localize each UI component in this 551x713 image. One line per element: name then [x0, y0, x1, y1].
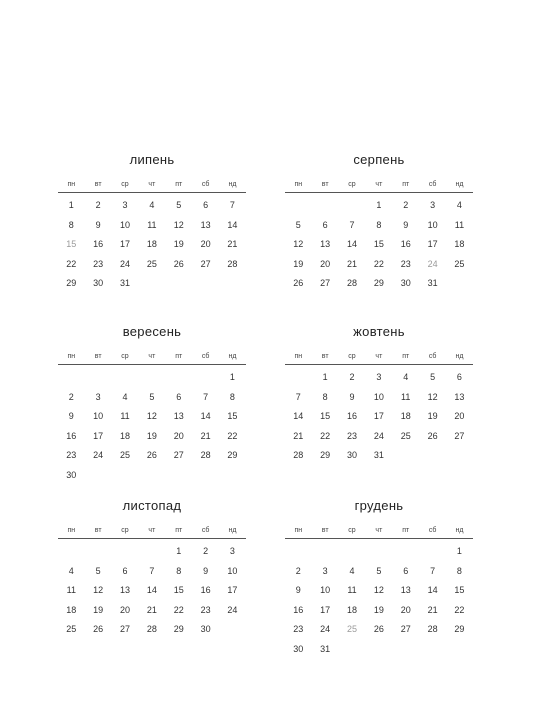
day-cell: 9: [403, 219, 409, 230]
weekday-label: пн: [294, 181, 303, 188]
day-cell: 10: [320, 585, 331, 595]
day-cell: 26: [373, 624, 384, 634]
day-cell: 7: [203, 391, 209, 402]
day-cell: 30: [346, 450, 357, 460]
day-cell: 21: [200, 430, 211, 441]
day-cell: 20: [200, 239, 211, 249]
day-cell: 29: [373, 278, 384, 288]
day-cell: 29: [454, 624, 465, 634]
day-cell: 12: [373, 585, 384, 595]
day-cell: 1: [229, 372, 235, 382]
day-cell: 11: [120, 411, 130, 421]
weekday-label: сб: [201, 527, 210, 534]
day-cell: 14: [146, 585, 157, 595]
day-cell: 29: [173, 624, 184, 634]
day-cell: 31: [119, 278, 130, 288]
day-cell: 4: [122, 391, 128, 402]
day-cell: 7: [149, 565, 155, 576]
month-title: листопад: [122, 498, 182, 513]
day-cell: 13: [119, 585, 130, 595]
weekday-label: нд: [455, 527, 464, 534]
day-cell: 1: [456, 546, 462, 556]
day-cell: 9: [203, 565, 209, 576]
day-cell: 15: [373, 239, 384, 249]
day-cell: 27: [173, 450, 184, 460]
day-cell: 21: [146, 604, 157, 615]
day-cell: 22: [320, 430, 331, 441]
weekday-label: нд: [228, 353, 237, 360]
day-cell: 28: [427, 624, 438, 634]
day-cell: 3: [376, 372, 382, 382]
weekday-label: пт: [402, 527, 410, 534]
day-cell: 22: [173, 604, 184, 615]
header-divider: [285, 538, 473, 539]
day-cell: 6: [176, 391, 182, 402]
day-cell: 10: [93, 411, 104, 421]
day-cell: 15: [227, 411, 238, 421]
day-cell: 25: [346, 624, 357, 634]
day-cell: 1: [176, 546, 182, 556]
day-cell: 8: [176, 565, 182, 576]
weekday-header: [58, 179, 246, 191]
day-cell: 15: [320, 411, 331, 421]
day-cell: 13: [400, 585, 411, 595]
day-cell: 26: [146, 450, 157, 460]
weekday-header: [285, 351, 473, 363]
day-cell: 12: [146, 411, 157, 421]
weekday-label: пн: [67, 353, 76, 360]
weekday-label: чт: [375, 353, 383, 360]
day-cell: 7: [349, 219, 355, 230]
day-cell: 27: [200, 258, 211, 269]
day-cell: 6: [122, 565, 128, 576]
day-cell: 16: [93, 239, 104, 249]
day-cell: 2: [295, 565, 301, 576]
month-title: серпень: [353, 152, 405, 167]
day-cell: 29: [320, 450, 331, 460]
day-cell: 23: [346, 430, 357, 441]
weekday-label: вт: [321, 181, 329, 188]
day-cell: 25: [400, 430, 411, 441]
day-cell: 10: [227, 565, 238, 576]
day-cell: 20: [320, 258, 331, 269]
weekday-label: вт: [94, 353, 102, 360]
day-cell: 30: [66, 469, 77, 480]
weekday-label: чт: [375, 527, 383, 534]
day-cell: 28: [293, 450, 304, 460]
day-cell: 21: [227, 239, 238, 249]
day-cell: 24: [119, 258, 130, 269]
day-cell: 7: [295, 391, 301, 402]
day-cell: 15: [66, 239, 77, 249]
day-cell: 30: [400, 278, 411, 288]
day-cell: 3: [322, 565, 328, 576]
weekday-label: ср: [348, 353, 356, 360]
day-cell: 26: [173, 258, 184, 269]
weekday-label: нд: [228, 527, 237, 534]
day-cell: 14: [227, 219, 238, 230]
weekday-label: пт: [402, 181, 410, 188]
day-cell: 20: [454, 411, 465, 421]
day-cell: 6: [322, 219, 328, 230]
day-cell: 23: [66, 450, 77, 460]
day-cell: 11: [147, 219, 157, 230]
day-cell: 11: [347, 585, 357, 595]
header-divider: [58, 538, 246, 539]
day-cell: 9: [68, 411, 74, 421]
day-cell: 7: [430, 565, 436, 576]
day-cell: 11: [66, 585, 76, 595]
day-cell: 17: [427, 239, 438, 249]
month-title: жовтень: [353, 324, 405, 339]
weekday-label: вт: [94, 181, 102, 188]
day-cell: 10: [119, 219, 130, 230]
day-cell: 2: [95, 200, 101, 210]
day-cell: 14: [427, 585, 438, 595]
weekday-label: сб: [428, 527, 437, 534]
day-cell: 19: [427, 411, 438, 421]
day-cell: 3: [95, 391, 101, 402]
day-cell: 27: [119, 624, 130, 634]
day-cell: 21: [293, 430, 304, 441]
weekday-label: чт: [375, 181, 383, 188]
day-cell: 25: [119, 450, 130, 460]
day-cell: 17: [119, 239, 130, 249]
weekday-label: ср: [348, 181, 356, 188]
weekday-header: [58, 525, 246, 537]
day-cell: 20: [400, 604, 411, 615]
day-cell: 14: [346, 239, 357, 249]
day-cell: 30: [293, 643, 304, 654]
day-cell: 1: [322, 372, 328, 382]
day-cell: 3: [229, 546, 235, 556]
day-cell: 25: [146, 258, 157, 269]
day-cell: 24: [93, 450, 104, 460]
day-cell: 9: [95, 219, 101, 230]
weekday-label: пт: [175, 181, 183, 188]
day-cell: 17: [93, 430, 104, 441]
weekday-label: сб: [428, 181, 437, 188]
day-cell: 22: [454, 604, 465, 615]
day-cell: 4: [68, 565, 74, 576]
day-cell: 28: [346, 278, 357, 288]
day-cell: 5: [376, 565, 382, 576]
day-cell: 28: [227, 258, 238, 269]
day-cell: 13: [173, 411, 184, 421]
day-cell: 25: [66, 624, 77, 634]
day-cell: 23: [400, 258, 411, 269]
day-cell: 6: [403, 565, 409, 576]
day-cell: 15: [173, 585, 184, 595]
day-cell: 5: [149, 391, 155, 402]
weekday-label: сб: [428, 353, 437, 360]
day-cell: 25: [454, 258, 465, 269]
day-cell: 19: [93, 604, 104, 615]
day-cell: 16: [66, 430, 77, 441]
day-cell: 13: [200, 219, 211, 230]
day-cell: 18: [400, 411, 411, 421]
day-cell: 2: [68, 391, 74, 402]
day-cell: 18: [454, 239, 465, 249]
day-cell: 10: [427, 219, 438, 230]
day-cell: 9: [295, 585, 301, 595]
day-cell: 8: [322, 391, 328, 402]
day-cell: 16: [200, 585, 211, 595]
day-cell: 26: [427, 430, 438, 441]
day-cell: 5: [295, 219, 301, 230]
day-cell: 8: [456, 565, 462, 576]
day-cell: 13: [320, 239, 331, 249]
day-cell: 3: [122, 200, 128, 210]
day-cell: 23: [200, 604, 211, 615]
day-cell: 6: [456, 372, 462, 382]
day-cell: 11: [454, 219, 465, 230]
day-cell: 4: [403, 372, 409, 382]
weekday-label: пт: [175, 527, 183, 534]
day-cell: 2: [203, 546, 209, 556]
weekday-label: вт: [321, 353, 329, 360]
day-cell: 1: [68, 200, 74, 210]
day-cell: 5: [95, 565, 101, 576]
day-cell: 12: [93, 585, 104, 595]
day-cell: 3: [430, 200, 436, 210]
day-cell: 18: [119, 430, 130, 441]
day-cell: 19: [293, 258, 304, 269]
weekday-header: [285, 525, 473, 537]
day-cell: 29: [66, 278, 77, 288]
day-cell: 21: [346, 258, 357, 269]
day-cell: 29: [227, 450, 238, 460]
day-cell: 22: [227, 430, 238, 441]
weekday-label: вт: [94, 527, 102, 534]
header-divider: [285, 364, 473, 365]
day-cell: 27: [400, 624, 411, 634]
day-cell: 17: [320, 604, 331, 615]
day-cell: 10: [373, 391, 384, 402]
day-cell: 14: [293, 411, 304, 421]
day-cell: 11: [401, 391, 411, 402]
weekday-label: вт: [321, 527, 329, 534]
day-cell: 9: [349, 391, 355, 402]
day-cell: 31: [320, 643, 331, 654]
day-cell: 22: [373, 258, 384, 269]
day-cell: 30: [200, 624, 211, 634]
day-cell: 20: [119, 604, 130, 615]
day-cell: 4: [456, 200, 462, 210]
weekday-label: нд: [228, 181, 237, 188]
day-cell: 6: [203, 200, 209, 210]
day-cell: 18: [146, 239, 157, 249]
weekday-label: ср: [348, 527, 356, 534]
day-cell: 13: [454, 391, 465, 402]
day-cell: 19: [146, 430, 157, 441]
day-cell: 19: [173, 239, 184, 249]
weekday-label: ср: [121, 527, 129, 534]
day-cell: 8: [376, 219, 382, 230]
day-cell: 7: [229, 200, 235, 210]
day-cell: 31: [373, 450, 384, 460]
day-cell: 8: [229, 391, 235, 402]
weekday-label: пт: [175, 353, 183, 360]
day-cell: 24: [373, 430, 384, 441]
day-cell: 4: [349, 565, 355, 576]
weekday-label: чт: [148, 527, 156, 534]
day-cell: 18: [346, 604, 357, 615]
day-cell: 19: [373, 604, 384, 615]
day-cell: 24: [320, 624, 331, 634]
weekday-label: пт: [402, 353, 410, 360]
weekday-label: пн: [294, 353, 303, 360]
day-cell: 15: [454, 585, 465, 595]
day-cell: 5: [176, 200, 182, 210]
day-cell: 21: [427, 604, 438, 615]
weekday-header: [285, 179, 473, 191]
weekday-label: сб: [201, 181, 210, 188]
weekday-label: ср: [121, 353, 129, 360]
day-cell: 17: [373, 411, 384, 421]
header-divider: [58, 192, 246, 193]
day-cell: 23: [293, 624, 304, 634]
day-cell: 27: [454, 430, 465, 441]
day-cell: 22: [66, 258, 77, 269]
header-divider: [285, 192, 473, 193]
day-cell: 12: [173, 219, 184, 230]
day-cell: 24: [427, 258, 438, 269]
month-title: грудень: [354, 498, 404, 513]
weekday-label: пн: [67, 527, 76, 534]
weekday-label: ср: [121, 181, 129, 188]
month-title: липень: [129, 152, 175, 167]
day-cell: 8: [68, 219, 74, 230]
day-cell: 16: [400, 239, 411, 249]
month-title: вересень: [122, 324, 182, 339]
day-cell: 16: [346, 411, 357, 421]
day-cell: 4: [149, 200, 155, 210]
weekday-header: [58, 351, 246, 363]
day-cell: 30: [93, 278, 104, 288]
day-cell: 2: [403, 200, 409, 210]
day-cell: 12: [427, 391, 438, 402]
header-divider: [58, 364, 246, 365]
day-cell: 5: [430, 372, 436, 382]
day-cell: 28: [200, 450, 211, 460]
day-cell: 27: [320, 278, 331, 288]
day-cell: 17: [227, 585, 238, 595]
day-cell: 23: [93, 258, 104, 269]
day-cell: 18: [66, 604, 77, 615]
day-cell: 20: [173, 430, 184, 441]
day-cell: 16: [293, 604, 304, 615]
weekday-label: чт: [148, 181, 156, 188]
day-cell: 28: [146, 624, 157, 634]
weekday-label: сб: [201, 353, 210, 360]
weekday-label: пн: [294, 527, 303, 534]
day-cell: 14: [200, 411, 211, 421]
weekday-label: нд: [455, 181, 464, 188]
day-cell: 24: [227, 604, 238, 615]
day-cell: 26: [93, 624, 104, 634]
day-cell: 31: [427, 278, 438, 288]
day-cell: 2: [349, 372, 355, 382]
weekday-label: пн: [67, 181, 76, 188]
weekday-label: нд: [455, 353, 464, 360]
day-cell: 26: [293, 278, 304, 288]
day-cell: 12: [293, 239, 304, 249]
day-cell: 1: [376, 200, 382, 210]
weekday-label: чт: [148, 353, 156, 360]
